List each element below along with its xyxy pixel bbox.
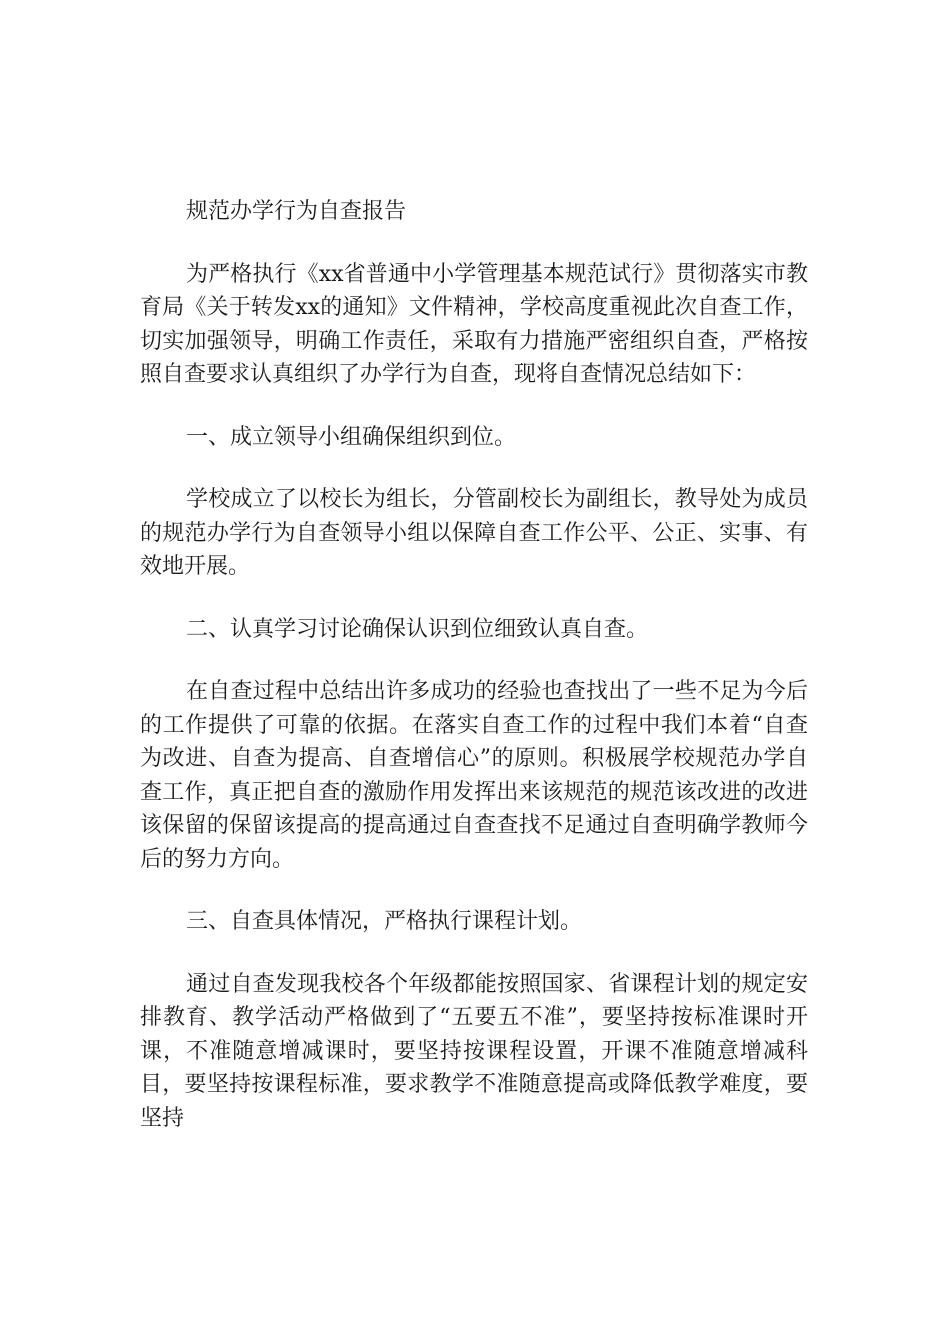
section-3-body: 通过自查发现我校各个年级都能按照国家、省课程计划的规定安排教育、教学活动严格做到了“五要五不准”，要坚持按标准课时开课，不准随意增减课时，要坚持按课程设置，开课不准随意增减科目，要坚持按课程标准，要求教学不准随意提高或降低教学难度，要坚持: [140, 971, 808, 1131]
section-1-heading: 一、成立领导小组确保组织到位。: [186, 424, 517, 450]
section-2-body: 在自查过程中总结出许多成功的经验也查找出了一些不足为今后的工作提供了可靠的依据。在落实自查工作的过程中我们本着“自查为改进、自查为提高、自查增信心”的原则。积极展学校规范办学自查工作，真正把自查的激励作用发挥出来该规范的规范该改进的改进该保留的保留该提高的提高通过自查查找不足通过自查明确学教师今后的努力方向。: [140, 679, 808, 872]
document-page: [140, 195, 808, 1164]
document-title: 规范办学行为自查报告: [186, 199, 407, 224]
section-2-heading: 二、认真学习讨论确保认识到位细致认真自查。: [186, 616, 649, 642]
section-3-heading: 三、自查具体情况，严格执行课程计划。: [186, 909, 583, 934]
section-1-body: 学校成立了以校长为组长，分管副校长为副组长，教导处为成员的规范办学行为自查领导小组以保障自查工作公平、公正、实事、有效地开展。: [140, 487, 808, 579]
intro-paragraph: 为严格执行《xx省普通中小学管理基本规范试行》贯彻落实市教育局《关于转发xx的通知》文件精神，学校高度重视此次自查工作，切实加强领导，明确工作责任，采取有力措施严密组织自查，严格按照自查要求认真组织了办学行为自查，现将自查情况总结如下：: [140, 261, 808, 387]
